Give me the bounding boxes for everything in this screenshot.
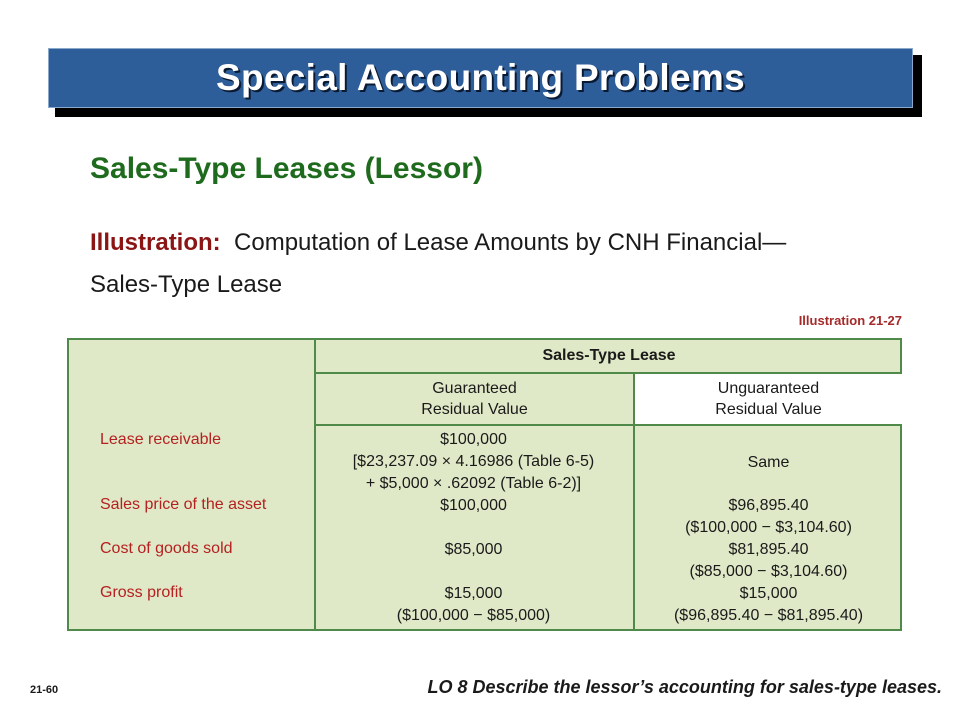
- illustration-text-line-2: Sales-Type Lease: [90, 271, 283, 298]
- cell-unguaranteed-cogs: [635, 539, 902, 583]
- row-label-sales-price: Sales price of the asset: [100, 496, 267, 513]
- cell-guaranteed-sales-price: [314, 495, 633, 517]
- cell-line: Same: [747, 454, 790, 471]
- column-header-unguaranteed: [633, 374, 902, 426]
- illustration-label: Illustration:: [90, 229, 221, 256]
- column-header-unguaranteed-line-1: Unguaranteed: [717, 380, 820, 397]
- cell-line: [$23,237.09 × 4.16986 (Table 6-5): [352, 453, 595, 470]
- slide-subtitle: Sales-Type Leases (Lessor): [90, 152, 483, 185]
- row-label-gross-profit: Gross profit: [100, 584, 183, 601]
- cell-line: $15,000: [444, 585, 503, 602]
- column-header-guaranteed-line-1: Guaranteed: [432, 380, 517, 397]
- cell-line: ($96,895.40 − $81,895.40): [673, 607, 864, 624]
- page-number: 21-60: [30, 684, 59, 696]
- illustration-number: Illustration 21-27: [798, 313, 902, 328]
- cell-line: $85,000: [444, 541, 503, 558]
- cell-unguaranteed-lease-receivable: [635, 452, 902, 474]
- cell-line: + $5,000 × .62092 (Table 6-2)]: [365, 475, 582, 492]
- cell-line: $96,895.40: [728, 497, 809, 514]
- cell-guaranteed-gross-profit: [314, 583, 633, 627]
- row-label-cost-of-goods-sold: Cost of goods sold: [100, 540, 233, 557]
- cell-guaranteed-cogs: [314, 539, 633, 561]
- slide-title: Special Accounting Problems: [216, 57, 745, 98]
- cell-line: $100,000: [440, 497, 507, 514]
- illustration-caption: [90, 222, 920, 306]
- cell-line: ($100,000 − $3,104.60): [685, 519, 852, 536]
- cell-line: $81,895.40: [728, 541, 809, 558]
- cell-unguaranteed-gross-profit: [635, 583, 902, 627]
- cell-line: ($100,000 − $85,000): [396, 607, 551, 624]
- row-label-lease-receivable: Lease receivable: [100, 431, 221, 448]
- column-header-guaranteed: [314, 374, 633, 426]
- table-header: Sales-Type Lease: [314, 340, 902, 374]
- cell-unguaranteed-sales-price: [635, 495, 902, 539]
- cell-line: $100,000: [440, 431, 507, 448]
- learning-objective: LO 8 Describe the lessor’s accounting for sales-type leases.: [427, 677, 942, 697]
- column-header-guaranteed-line-2: Residual Value: [421, 401, 528, 418]
- column-header-unguaranteed-line-2: Residual Value: [715, 401, 822, 418]
- cell-guaranteed-lease-receivable: [314, 429, 633, 495]
- cell-line: ($85,000 − $3,104.60): [689, 563, 848, 580]
- cell-line: $15,000: [739, 585, 798, 602]
- lease-table: [67, 338, 902, 631]
- illustration-text-line-1: Computation of Lease Amounts by CNH Financial—: [234, 229, 787, 256]
- title-banner: [48, 48, 913, 108]
